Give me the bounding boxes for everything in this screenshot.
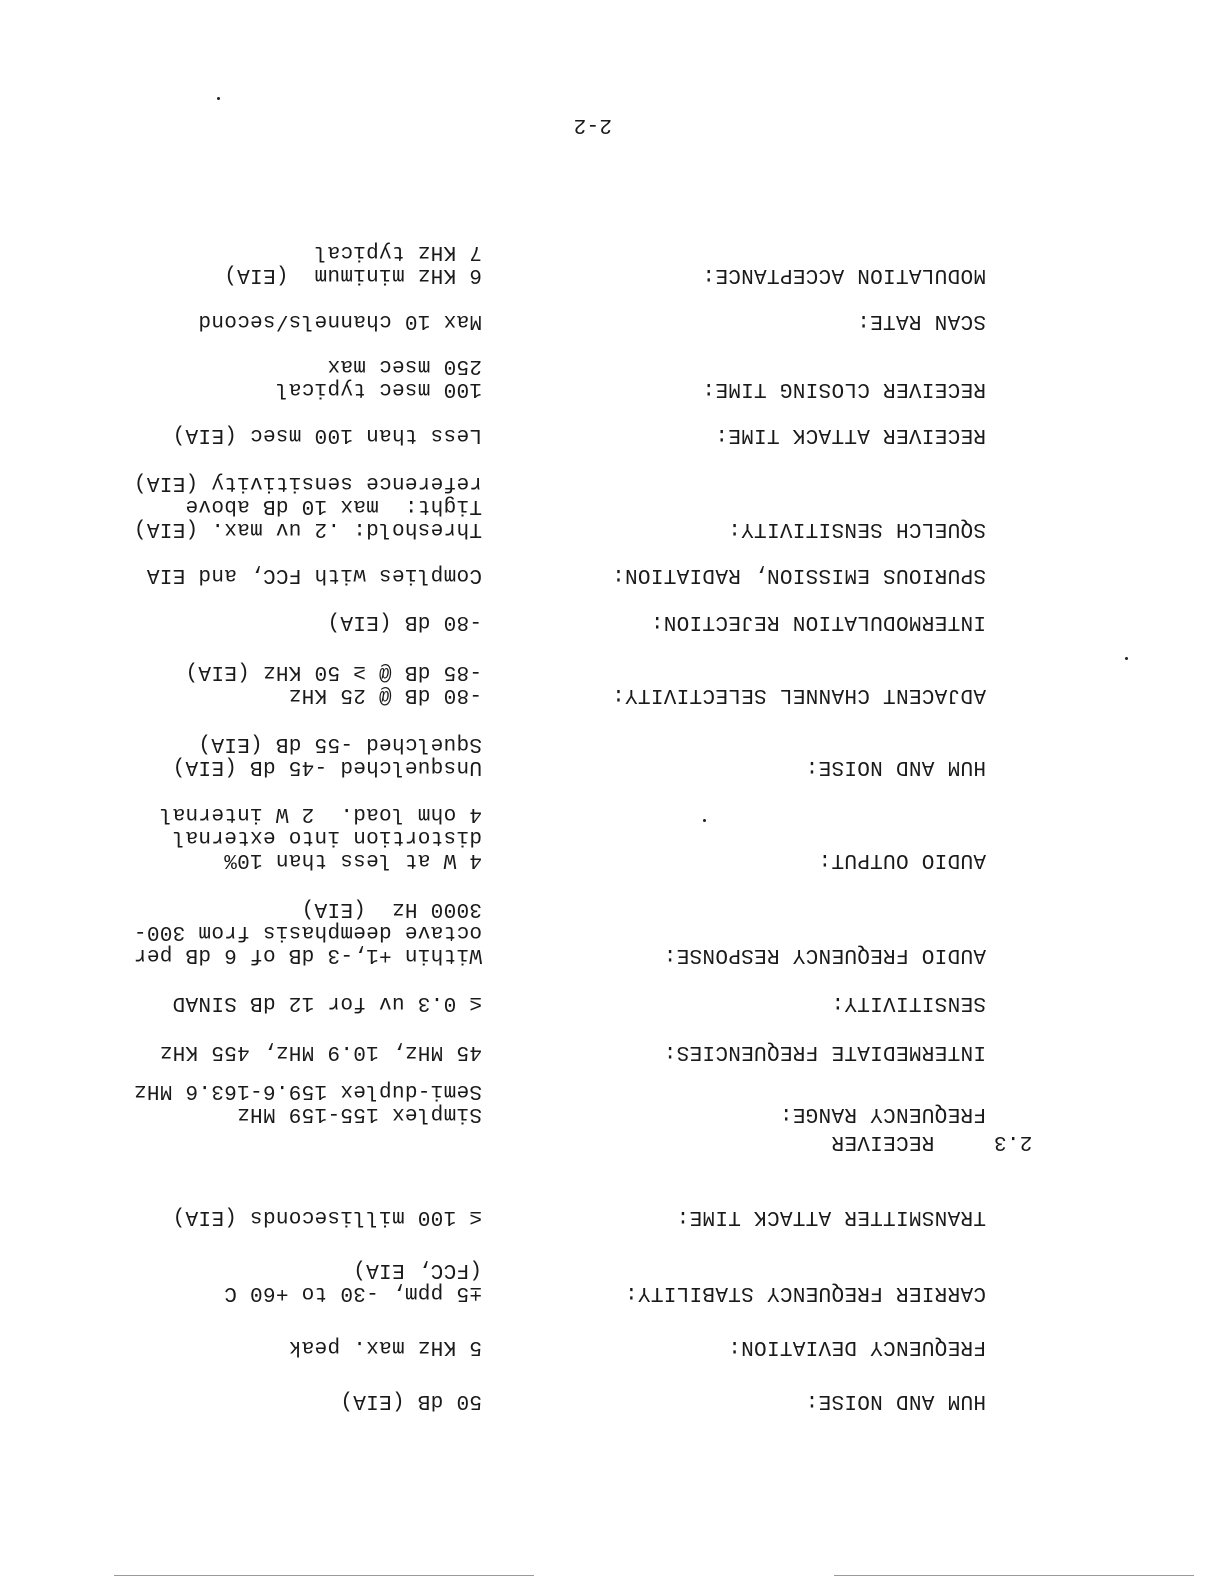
spec-value [224,240,482,286]
spec-label: FREQUENCY DEVIATION: [727,1335,986,1358]
spec-value [288,1335,482,1358]
spec-value-line: -85 dB @ ≥ 50 KHz (EIA) [185,660,482,683]
spec-value-line: 3000 Hz (EIA) [301,897,482,920]
spec-label: TRANSMITTER ATTACK TIME: [676,1205,986,1228]
spec-value-line: (FCC, EIA) [352,1258,482,1281]
spec-label: AUDIO FREQUENCY RESPONSE: [663,943,986,966]
spec-value-line: 100 msec typical [275,377,482,400]
spec-value [276,354,482,400]
spec-value [172,991,482,1014]
spec-value [134,471,482,540]
spec-label: SCAN RATE: [856,309,986,332]
spec-label: SENSITIVITY: [831,991,986,1014]
scan-speck [217,97,220,100]
spec-value-line: Within +1,-3 dB of 6 dB per [133,943,482,966]
spec-value-line: -80 dB (EIA) [327,610,482,633]
scan-speck [1125,657,1128,660]
spec-value-line: Max 10 channels/second [198,309,482,332]
spec-value-line: 4 W at less than 10% [223,848,482,871]
spec-value-line: 4 ohm load. 2 W internal [159,802,482,825]
spec-label: AUDIO OUTPUT: [818,848,986,871]
spec-value [159,802,482,871]
spec-value [147,563,482,586]
spec-value-line: 250 msec max [327,354,482,377]
spec-value [134,1079,482,1125]
spec-label: HUM AND NOISE: [805,755,986,778]
spec-value-line: Less than 100 msec (EIA) [172,423,482,446]
spec-value-line: 45 MHz, 10.9 MHz, 455 KHz [159,1040,482,1063]
section-title: RECEIVER [831,1130,935,1153]
spec-value-line: Unsquelched -45 dB (EIA) [172,755,482,778]
spec-value-line: ≤ 0.3 uv for 12 dB SINAD [172,991,482,1014]
spec-label: SPURIOUS EMISSION, RADIATION: [611,563,986,586]
spec-value-line: Threshold: .2 uv max. (EIA) [133,517,482,540]
spec-value-line: octave deemphasis from 300- [133,920,482,943]
spec-value-line: ±5 ppm, -30 to +60 C [223,1281,482,1304]
spec-value-line: Simplex 155-159 MHz [236,1102,482,1125]
spec-value [159,1040,482,1063]
spec-label: INTERMODULATION REJECTION: [650,610,986,633]
spec-label: ADJACENT CHANNEL SELECTIVITY: [611,683,986,706]
scan-speck [703,819,706,822]
spec-value-line: Squelched -55 dB (EIA) [198,732,482,755]
section-number: 2.3 [993,1130,1033,1153]
spec-value-line: 7 KHz typical [314,240,482,263]
spec-value [327,610,482,633]
spec-value-line: 50 dB (EIA) [340,1389,482,1412]
spec-value [172,1205,482,1228]
spec-value-line: Semi-duplex 159.6-163.6 MHz [133,1079,482,1102]
spec-value [198,309,482,332]
page-number: 2-2 [573,113,612,136]
spec-label: SQUELCH SENSITIVITY: [727,517,986,540]
spec-label: CARRIER FREQUENCY STABILITY: [624,1281,986,1304]
spec-value-line: distortion into external [172,825,482,848]
spec-value-line: ≤ 100 milliseconds (EIA) [172,1205,482,1228]
spec-value [134,897,482,966]
spec-value [172,423,482,446]
scan-artifact-line [834,1575,1194,1576]
spec-value-line: 6 KHz minimum (EIA) [223,263,482,286]
spec-value-line: Tight: max 10 dB above [185,494,482,517]
spec-value-line: 5 KHz max. peak [288,1335,482,1358]
scan-artifact-line [114,1575,534,1576]
spec-label: FREQUENCY RANGE: [779,1102,986,1125]
spec-value-line: -80 dB @ 25 KHz [288,683,482,706]
spec-label: RECEIVER CLOSING TIME: [702,377,986,400]
spec-value [185,660,482,706]
spec-value [340,1389,482,1412]
spec-value [172,732,482,778]
spec-label: MODULATION ACCEPTANCE: [702,263,986,286]
spec-value-line: reference sensitivity (EIA) [133,471,482,494]
spec-label: RECEIVER ATTACK TIME: [715,423,986,446]
spec-label: INTERMEDIATE FREQUENCIES: [663,1040,986,1063]
spec-value [224,1258,482,1304]
spec-value-line: Complies with FCC, and EIA [146,563,482,586]
spec-label: HUM AND NOISE: [805,1389,986,1412]
